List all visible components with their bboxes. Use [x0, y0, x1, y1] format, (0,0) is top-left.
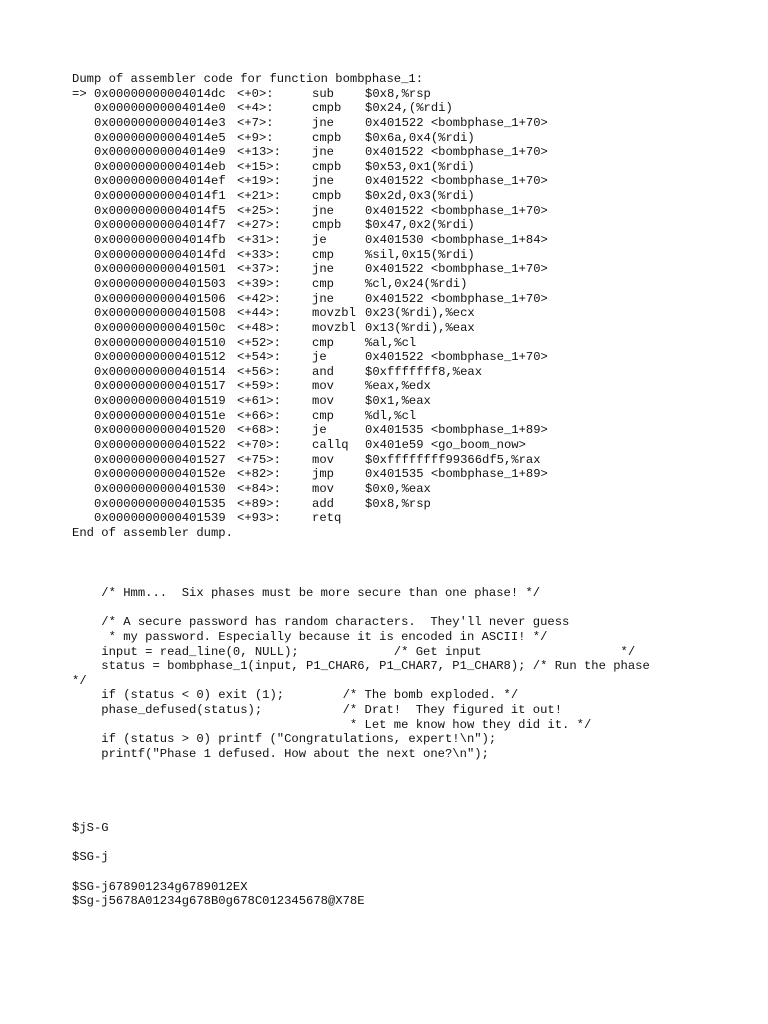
instruction-address: 0x00000000004014fd: [94, 247, 226, 262]
instruction-mnemonic: add: [312, 496, 334, 511]
instruction-address: 0x00000000004014e3: [94, 115, 226, 130]
instruction-row: [72, 350, 548, 365]
instruction-operands: $0xffffffff99366df5,%rax: [365, 452, 541, 467]
instruction-mnemonic: jne: [312, 145, 334, 160]
instruction-mnemonic: cmpb: [312, 130, 342, 145]
source-line: printf("Phase 1 defused. How about the next one?\n");: [72, 747, 489, 762]
password-strings: [72, 821, 365, 909]
instruction-address: 0x00000000004014f7: [94, 218, 226, 233]
instruction-mnemonic: mov: [312, 394, 334, 409]
instruction-address: 0x0000000000401510: [94, 335, 226, 350]
instruction-row: [72, 145, 548, 160]
instruction-mnemonic: jne: [312, 115, 334, 130]
instruction-mnemonic: je: [312, 423, 327, 438]
instruction-address: 0x0000000000401520: [94, 423, 226, 438]
instruction-operands: $0x53,0x1(%rdi): [365, 159, 475, 174]
instruction-mnemonic: jne: [312, 203, 334, 218]
instruction-operands: %sil,0x15(%rdi): [365, 247, 475, 262]
instruction-row: [72, 276, 468, 292]
instruction-mnemonic: cmp: [312, 408, 334, 423]
source-line: phase_defused(status); /* Drat! They figured it out!: [72, 703, 563, 718]
instruction-mnemonic: jne: [312, 291, 334, 306]
instruction-row: [72, 247, 475, 263]
instruction-offset: <+82>:: [237, 467, 281, 482]
instruction-address: 0x00000000004014f1: [94, 189, 226, 204]
instruction-offset: <+25>:: [237, 203, 281, 218]
instruction-address: 0x00000000004014ef: [94, 174, 226, 189]
source-line: /* A secure password has random characters. They'll never guess: [72, 615, 570, 630]
instruction-operands: 0x401e59 <go_boom_now>: [365, 438, 526, 453]
instruction-offset: <+70>:: [237, 438, 281, 453]
instruction-address: 0x00000000004014fb: [94, 233, 226, 248]
c-source-snippet: [72, 586, 650, 762]
instruction-offset: <+54>:: [237, 350, 281, 365]
instruction-mnemonic: cmp: [312, 276, 334, 291]
instruction-row: [72, 336, 423, 351]
instruction-row: [72, 511, 423, 526]
instruction-address: 0x0000000000401503: [94, 276, 226, 291]
source-line: * my password. Especially because it is encoded in ASCII! */: [72, 629, 548, 644]
instruction-offset: <+89>:: [237, 496, 281, 511]
instruction-mnemonic: retq: [312, 511, 342, 526]
instruction-operands: %cl,0x24(%rdi): [365, 276, 468, 291]
instruction-row: [72, 496, 431, 512]
instruction-mnemonic: cmp: [312, 247, 334, 262]
instruction-mnemonic: je: [312, 233, 327, 248]
instruction-offset: <+44>:: [237, 306, 281, 321]
instruction-address: 0x0000000000401539: [94, 511, 226, 526]
instruction-operands: 0x401522 <bombphase_1+70>: [365, 350, 548, 365]
instruction-operands: 0x401522 <bombphase_1+70>: [365, 145, 548, 160]
instruction-offset: <+52>:: [237, 335, 281, 350]
source-line: * Let me know how they did it. */: [72, 717, 592, 732]
instruction-mnemonic: mov: [312, 481, 334, 496]
string-line: [72, 836, 365, 851]
instruction-row: [72, 262, 548, 277]
instruction-offset: <+37>:: [237, 262, 281, 277]
instruction-offset: <+84>:: [237, 481, 281, 496]
instruction-row: [72, 423, 548, 438]
instruction-offset: <+21>:: [237, 189, 281, 204]
instruction-operands: $0x6a,0x4(%rdi): [365, 130, 475, 145]
instruction-row: [72, 438, 526, 453]
instruction-address: 0x00000000004014e9: [94, 145, 226, 160]
instruction-mnemonic: cmp: [312, 335, 334, 350]
instruction-address: 0x0000000000401527: [94, 452, 226, 467]
instruction-row: [72, 467, 548, 482]
instruction-operands: 0x401535 <bombphase_1+89>: [365, 423, 548, 438]
instruction-address: 0x00000000004014dc: [94, 86, 226, 101]
instruction-operands: $0xfffffff8,%eax: [365, 364, 483, 379]
instruction-mnemonic: cmpb: [312, 159, 342, 174]
instruction-offset: <+39>:: [237, 276, 281, 291]
instruction-operands: $0x8,%rsp: [365, 86, 431, 101]
instruction-row: [72, 86, 431, 102]
instruction-operands: 0x401530 <bombphase_1+84>: [365, 233, 548, 248]
source-line: /* Hmm... Six phases must be more secure than one phase! */: [72, 586, 541, 600]
instruction-operands: %eax,%edx: [365, 379, 431, 394]
dump-header: Dump of assembler code for function bombphase_1:: [72, 72, 424, 86]
instruction-address: 0x0000000000401530: [94, 481, 226, 496]
instruction-mnemonic: cmpb: [312, 189, 342, 204]
instruction-mnemonic: and: [312, 364, 334, 379]
instruction-row: [72, 409, 423, 424]
instruction-operands: $0x24,(%rdi): [365, 101, 453, 116]
instruction-row: [72, 394, 431, 409]
instruction-operands: $0x0,%eax: [365, 481, 431, 496]
string-line: $SG-j: [72, 850, 109, 865]
instruction-row: [72, 364, 483, 380]
instruction-row: [72, 174, 548, 189]
instruction-offset: <+42>:: [237, 291, 281, 306]
instruction-mnemonic: mov: [312, 452, 334, 467]
instruction-row: [72, 218, 475, 233]
instruction-mnemonic: movzbl: [312, 320, 356, 335]
instruction-row: [72, 130, 475, 146]
string-line: $Sg-j5678A01234g678B0g678C012345678@X78E: [72, 894, 365, 909]
instruction-address: 0x0000000000401517: [94, 379, 226, 394]
instruction-row: [72, 101, 453, 116]
instruction-mnemonic: mov: [312, 379, 334, 394]
instruction-offset: <+56>:: [237, 364, 281, 379]
instruction-row: [72, 320, 475, 336]
instruction-offset: <+15>:: [237, 159, 281, 174]
instruction-offset: <+61>:: [237, 394, 281, 409]
instruction-address: 0x0000000000401519: [94, 394, 226, 409]
instruction-offset: <+9>:: [237, 130, 274, 145]
instruction-row: [72, 452, 541, 468]
instruction-operands: 0x401522 <bombphase_1+70>: [365, 174, 548, 189]
instruction-operands: $0x2d,0x3(%rdi): [365, 189, 475, 204]
instruction-row: [72, 306, 475, 321]
instruction-offset: <+48>:: [237, 320, 281, 335]
instruction-offset: <+66>:: [237, 408, 281, 423]
instruction-address: 0x0000000000401512: [94, 350, 226, 365]
instruction-mnemonic: callq: [312, 438, 349, 453]
instruction-operands: 0x23(%rdi),%ecx: [365, 306, 475, 321]
source-line: if (status < 0) exit (1); /* The bomb exploded. */: [72, 688, 519, 703]
string-line: [72, 865, 365, 880]
instruction-operands: 0x401535 <bombphase_1+89>: [365, 467, 548, 482]
current-instruction-marker: =>: [72, 86, 87, 101]
instruction-operands: 0x401522 <bombphase_1+70>: [365, 115, 548, 130]
instruction-offset: <+59>:: [237, 379, 281, 394]
instruction-address: 0x000000000040150c: [94, 320, 226, 335]
instruction-address: 0x0000000000401514: [94, 364, 226, 379]
instruction-mnemonic: movzbl: [312, 306, 356, 321]
source-line: if (status > 0) printf ("Congratulations, expert!\n");: [72, 732, 497, 747]
instruction-address: 0x000000000040152e: [94, 467, 226, 482]
instruction-offset: <+33>:: [237, 247, 281, 262]
instruction-offset: <+4>:: [237, 101, 274, 116]
instruction-row: [72, 115, 548, 131]
instruction-address: 0x00000000004014f5: [94, 203, 226, 218]
assembler-dump: [72, 72, 548, 541]
source-line: [72, 601, 650, 616]
instruction-offset: <+75>:: [237, 452, 281, 467]
source-line: input = read_line(0, NULL); /* Get input */: [72, 644, 636, 659]
instruction-address: 0x00000000004014e5: [94, 130, 226, 145]
instruction-address: 0x0000000000401508: [94, 306, 226, 321]
instruction-address: 0x000000000040151e: [94, 408, 226, 423]
instruction-operands: $0x1,%eax: [365, 394, 431, 409]
instruction-operands: $0x47,0x2(%rdi): [365, 218, 475, 233]
instruction-operands: %al,%cl: [365, 335, 417, 350]
instruction-mnemonic: jmp: [312, 467, 334, 482]
instruction-address: 0x0000000000401506: [94, 291, 226, 306]
instruction-mnemonic: sub: [312, 86, 334, 101]
source-line: */: [72, 673, 87, 688]
instruction-list: [72, 86, 548, 526]
instruction-operands: 0x401522 <bombphase_1+70>: [365, 262, 548, 277]
instruction-operands: 0x401522 <bombphase_1+70>: [365, 203, 548, 218]
instruction-row: [72, 233, 548, 248]
instruction-offset: <+27>:: [237, 218, 281, 233]
instruction-address: 0x0000000000401522: [94, 438, 226, 453]
instruction-mnemonic: cmpb: [312, 218, 342, 233]
instruction-address: 0x00000000004014eb: [94, 159, 226, 174]
instruction-address: 0x0000000000401501: [94, 262, 226, 277]
source-line: status = bombphase_1(input, P1_CHAR6, P1_CHAR7, P1_CHAR8); /* Run the phase: [72, 659, 650, 674]
instruction-mnemonic: jne: [312, 262, 334, 277]
instruction-row: [72, 481, 431, 497]
instruction-address: 0x00000000004014e0: [94, 101, 226, 116]
instruction-operands: $0x8,%rsp: [365, 496, 431, 511]
instruction-offset: <+68>:: [237, 423, 281, 438]
instruction-operands: 0x401522 <bombphase_1+70>: [365, 291, 548, 306]
instruction-offset: <+93>:: [237, 511, 281, 526]
instruction-mnemonic: jne: [312, 174, 334, 189]
instruction-row: [72, 203, 548, 219]
instruction-operands: 0x13(%rdi),%eax: [365, 320, 475, 335]
instruction-offset: <+31>:: [237, 233, 281, 248]
instruction-offset: <+0>:: [237, 86, 274, 101]
instruction-row: [72, 291, 548, 307]
dump-footer: End of assembler dump.: [72, 525, 233, 540]
string-line: $SG-j678901234g6789012EX: [72, 879, 248, 894]
instruction-row: [72, 189, 475, 204]
instruction-mnemonic: cmpb: [312, 101, 342, 116]
instruction-mnemonic: je: [312, 350, 327, 365]
instruction-row: [72, 379, 431, 394]
instruction-offset: <+13>:: [237, 145, 281, 160]
string-line: $jS-G: [72, 821, 109, 835]
instruction-address: 0x0000000000401535: [94, 496, 226, 511]
instruction-offset: <+7>:: [237, 115, 274, 130]
instruction-operands: %dl,%cl: [365, 408, 417, 423]
instruction-row: [72, 159, 475, 175]
instruction-offset: <+19>:: [237, 174, 281, 189]
